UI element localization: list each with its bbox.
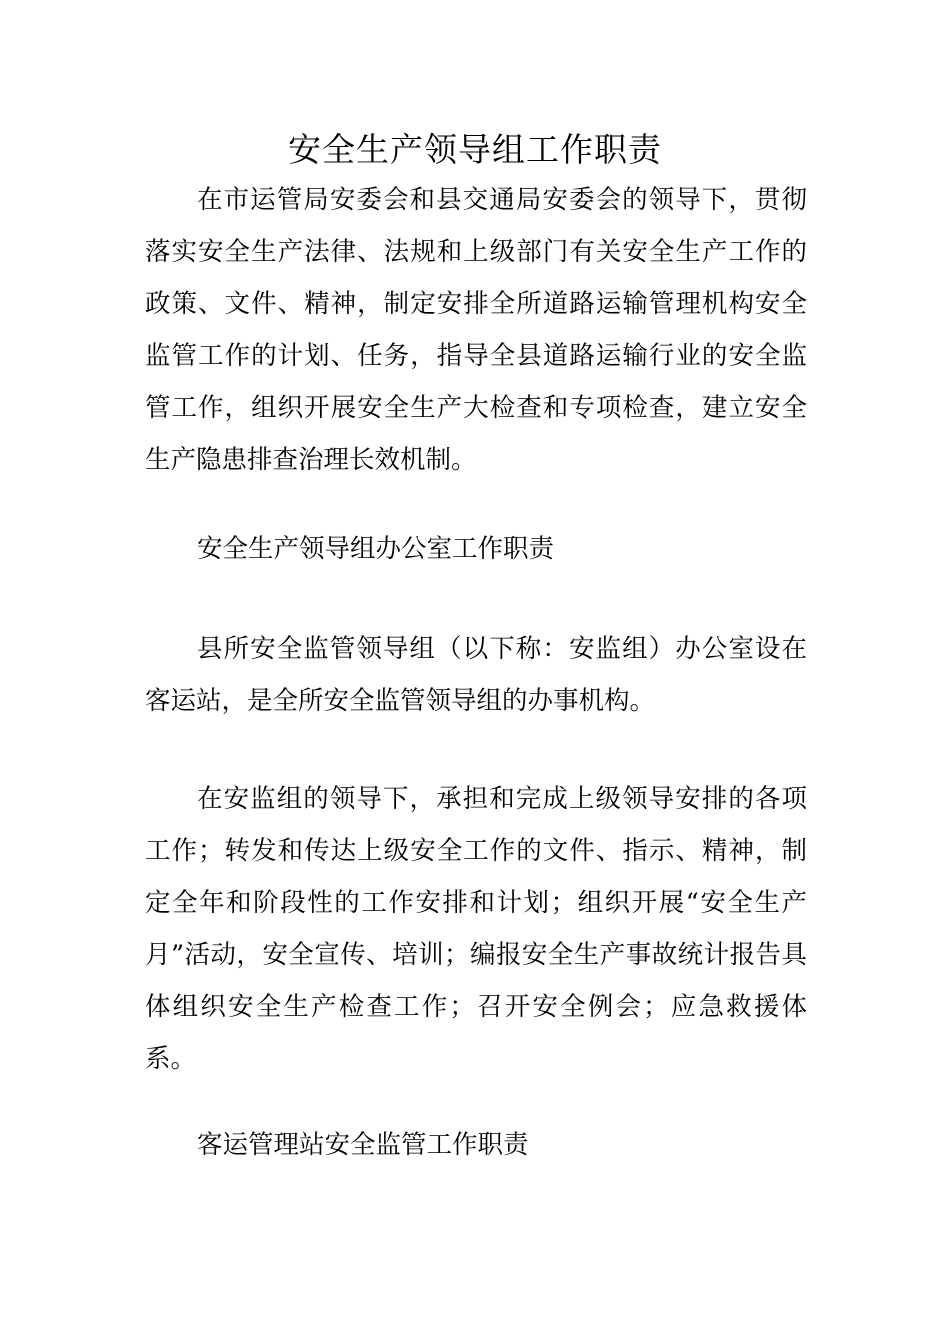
- office-description-paragraph: 县所安全监管领导组（以下称：安监组）办公室设在客运站，是全所安全监管领导组的办事机构。: [145, 634, 807, 716]
- office-tasks-paragraph: 在安监组的领导下，承担和完成上级领导安排的各项工作；转发和传达上级安全工作的文件、指示、精神，制定全年和阶段性的工作安排和计划；组织开展“安全生产月”活动，安全宣传、培训；编报安全生产事故统计报告具体组织安全生产检查工作；召开安全例会；应急救援体系。: [145, 784, 807, 1074]
- office-duties-heading: 安全生产领导组办公室工作职责: [197, 534, 555, 564]
- document-title: 安全生产领导组工作职责: [288, 130, 662, 169]
- leadership-duties-paragraph: 在市运管局安委会和县交通局安委会的领导下，贯彻落实安全生产法律、法规和上级部门有关安全生产工作的政策、文件、精神，制定安排全所道路运输管理机构安全监管工作的计划、任务，指导全县道路运输行业的安全监管工作，组织开展安全生产大检查和专项检查，建立安全生产隐患排查治理长效机制。: [145, 185, 807, 475]
- station-duties-heading: 客运管理站安全监管工作职责: [197, 1130, 529, 1160]
